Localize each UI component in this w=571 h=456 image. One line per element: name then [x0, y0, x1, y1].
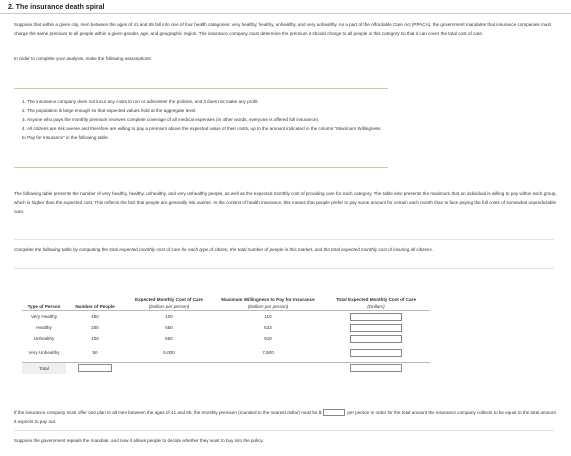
grand-total-cell	[322, 362, 430, 374]
table-row	[22, 344, 430, 362]
table-row	[22, 333, 430, 344]
final-paragraph: Suppose the government repeals the mandate, and now it allows people to decide whether they want to buy into the policy.	[14, 438, 264, 443]
row-wtp: 633	[264, 325, 272, 330]
assumption-item: 3. Anyone who pays the monthly premium receives complete coverage of all medical expenses (in other words, everyone is offered full insurance).	[22, 117, 320, 122]
table-row	[22, 311, 430, 323]
header-wtp-unit: (Dollars per person)	[247, 304, 289, 309]
premium-input[interactable]	[323, 409, 345, 416]
assumption-item: 4. All citizens are risk averse and therefore are willing to pay a premium above the expected value of their costs, up to the amount indicated in the column "Maximum Willingness to Pay for Insurance" in the following table.	[22, 126, 381, 140]
header-cost-unit: (Dollars per person)	[148, 304, 190, 309]
explanation-paragraph: The following table presents the number of very healthy, healthy, unhealthy, and very unhealthy people, as well as the expected monthly cost of providing care for each category. The table also presents the maximum that an individual is willing to pay within each group, which is higher than the expected cost. This reflects the fact that people are generally risk averse. In the context of health insurance, this means that people prefer to pay some amount for certain each month than to face paying the full costs of somewhat unpredictable care.	[14, 191, 557, 214]
empty-cell	[214, 362, 322, 374]
assumptions-lead: In order to complete your analysis, make the following assumptions:	[14, 56, 152, 61]
header-number: Number of People	[66, 296, 124, 311]
row-number: 100	[91, 336, 99, 341]
total-number-cell	[66, 362, 124, 374]
header-total-unit: (Dollars)	[367, 304, 385, 309]
grand-total-input[interactable]	[350, 364, 402, 372]
assumption-item: 2. The population is large enough so that expected values hold at the aggregate level.	[22, 108, 197, 113]
header-type: Type of Person	[22, 296, 66, 311]
section-title: 2. The insurance death spiral	[8, 4, 105, 11]
premium-question-tail: per person in order for the total amount the insurance company collects to be equal to the total amount it expects to pay out.	[14, 410, 556, 424]
intro-paragraph: Suppose that within a given city, men between the ages of 41 and 65 fall into one of four health categories: very healthy, healthy, unhealthy, and very unhealthy. As a part of the Affordable Care Act (PPACA), the government mandates that insurance companies must charge the same premium to all people within a given gender, age, and geographic region. The insurance company must determine the premium it should charge to all people in this category so that it can cover the total cost of care.	[14, 22, 551, 36]
cost-table	[22, 296, 430, 374]
total-people-input[interactable]	[78, 364, 112, 372]
title-divider	[0, 13, 571, 14]
empty-cell	[124, 362, 214, 374]
row-type: Healthy	[36, 325, 52, 330]
assumptions-list	[22, 97, 382, 142]
row-type: Very Healthy	[30, 314, 58, 319]
row-type: Very Unhealthy	[28, 350, 60, 356]
premium-question	[14, 408, 559, 426]
row-total-cell	[322, 322, 430, 333]
row-total-cell	[322, 311, 430, 323]
row-number: 50	[92, 350, 98, 356]
row-cost: 5,000	[163, 350, 175, 356]
row-total-cell	[322, 344, 430, 362]
table-instructions: Complete the following table by computing the total expected monthly cost of care for each type of citizen, the total number of people in this market, and the total expected monthly cost of insuring all citizens.	[14, 247, 434, 252]
assumption-item: 1. The insurance company does not incur any costs to run or administer the policies, and it does not make any profit.	[22, 99, 259, 104]
row-wtp: 110	[264, 314, 272, 319]
row-cost: 550	[165, 325, 173, 330]
header-total: Total Expected Monthly Cost of Care (Dollars)	[322, 296, 430, 311]
divider	[14, 239, 554, 240]
total-cost-input[interactable]	[350, 313, 402, 321]
total-cost-input[interactable]	[350, 349, 402, 357]
row-wtp: 910	[264, 336, 272, 341]
row-type: Unhealthy	[33, 336, 55, 341]
row-number: 250	[91, 325, 99, 330]
divider	[14, 268, 554, 269]
table-total-row	[22, 362, 430, 374]
total-cost-input[interactable]	[350, 324, 402, 332]
row-wtp: 7,500	[262, 350, 274, 356]
header-cost: Expected Monthly Cost of Care (Dollars per person)	[124, 296, 214, 311]
premium-question-lead: If the insurance company must offer one plan to all men between the ages of 41 and 65, the monthly premium (rounded to the nearest dollar) must be $	[14, 410, 322, 415]
row-cost: 100	[165, 314, 173, 319]
total-cost-input[interactable]	[350, 335, 402, 343]
header-wtp: Maximum Willingness to Pay for Insurance (Dollars per person)	[214, 296, 322, 311]
row-cost: 650	[165, 336, 173, 341]
row-number: 450	[91, 314, 99, 319]
row-total-cell	[322, 333, 430, 344]
total-label: Total	[22, 362, 66, 374]
divider	[14, 430, 554, 431]
table-row	[22, 322, 430, 333]
table-header-row	[22, 296, 430, 311]
